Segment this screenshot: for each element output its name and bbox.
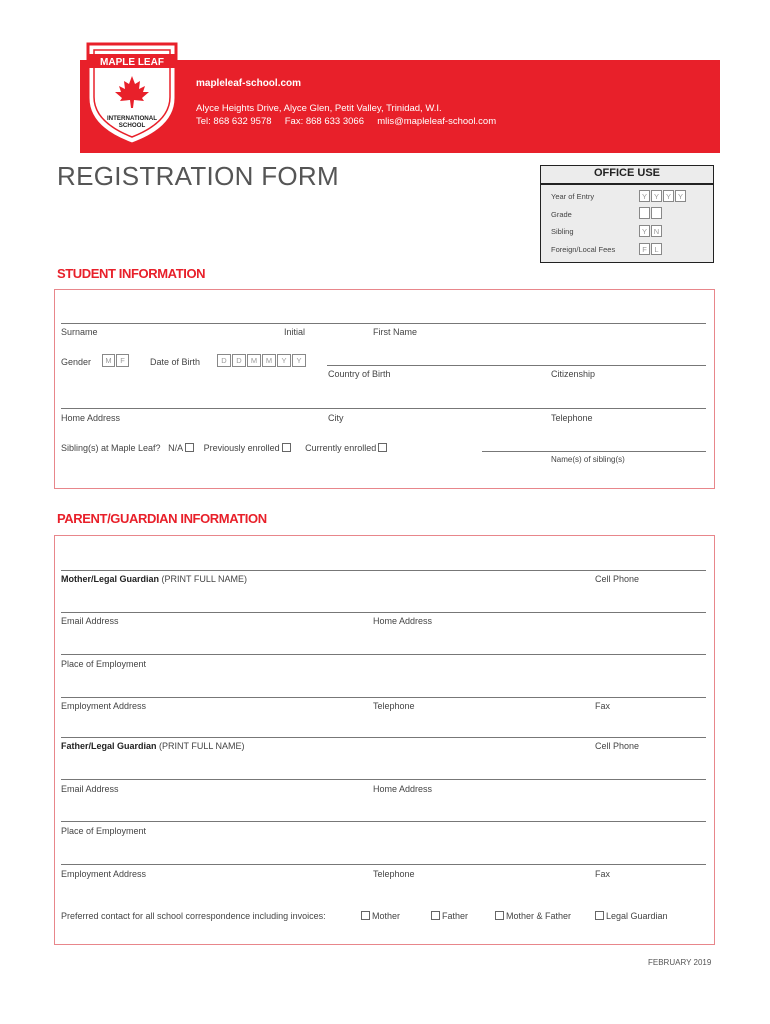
opt-both[interactable] [493,911,571,921]
dob-box[interactable]: Y [292,354,306,367]
city-label: City [328,413,344,423]
grade-boxes[interactable] [639,207,663,219]
sibling-names-label: Name(s) of sibling(s) [551,455,625,464]
school-crest-logo [82,40,182,148]
surname-label: Surname [61,327,98,337]
logo-bottom-line1: INTERNATIONAL [106,115,158,122]
mother-employment-line[interactable] [61,654,706,655]
school-website: mapleleaf-school.com [196,78,302,89]
birth-citizenship-line[interactable] [327,365,706,366]
opt-legal-label: Legal Guardian [606,911,668,921]
fees-box[interactable]: F [639,243,650,255]
fees-boxes[interactable] [639,243,663,255]
mother-checkbox[interactable] [361,911,370,920]
na-label: N/A [168,443,184,453]
student-info-heading: STUDENT INFORMATION [57,266,206,281]
dob-box[interactable]: M [247,354,261,367]
country-of-birth-label: Country of Birth [328,369,391,379]
curr-enrolled-label: Currently enrolled [305,443,377,453]
year-of-entry-label: Year of Entry [551,192,595,201]
mother-home-address-label: Home Address [373,616,433,626]
fees-box[interactable]: L [651,243,662,255]
father-name-line[interactable] [61,737,706,738]
sibling-names-line[interactable] [482,451,706,452]
father-home-address-label: Home Address [373,784,433,794]
mother-label-bold: Mother/Legal Guardian [61,574,160,584]
parent-info-heading: PARENT/GUARDIAN INFORMATION [57,511,267,526]
opt-mother[interactable] [359,911,400,921]
father-email-label: Email Address [61,784,119,794]
school-email: mlis@mapleleaf-school.com [377,116,497,127]
dob-box[interactable]: Y [277,354,291,367]
opt-both-label: Mother & Father [506,911,572,921]
curr-enrolled-checkbox[interactable] [378,443,387,452]
opt-mother-label: Mother [372,911,401,921]
dob-box[interactable]: D [232,354,246,367]
fees-label: Foreign/Local Fees [551,245,616,254]
father-fax-label: Fax [595,869,611,879]
office-use-title: OFFICE USE [593,167,660,179]
dob-boxes[interactable] [217,354,307,367]
mother-employment-label: Place of Employment [61,659,147,669]
sibling-boxes[interactable] [639,225,663,237]
mother-emp-address-label: Employment Address [61,701,147,711]
mother-email-label: Email Address [61,616,119,626]
logo-bottom-line2: SCHOOL [118,122,146,129]
grade-label: Grade [551,210,572,219]
home-address-label: Home Address [61,413,121,423]
father-print-note: (PRINT FULL NAME) [156,741,245,751]
legal-checkbox[interactable] [595,911,604,920]
dob-box[interactable]: D [217,354,231,367]
opt-father[interactable] [429,911,468,921]
year-of-entry-boxes[interactable] [639,190,687,202]
prev-enrolled-label: Previously enrolled [203,443,280,453]
siblings-question [61,443,389,453]
father-telephone-label: Telephone [373,869,415,879]
logo-top-text: MAPLE LEAF [100,57,164,68]
parent-info-panel [54,535,715,945]
opt-father-label: Father [442,911,469,921]
mother-fax-label: Fax [595,701,611,711]
mother-cell-label: Cell Phone [595,574,640,584]
mother-email-line[interactable] [61,612,706,613]
mother-telephone-label: Telephone [373,701,415,711]
siblings-question-text: Sibling(s) at Maple Leaf? [61,443,161,453]
year-box[interactable]: Y [663,190,674,202]
form-title: REGISTRATION FORM [57,161,339,191]
year-box[interactable]: Y [639,190,650,202]
father-employment-label: Place of Employment [61,826,147,836]
father-emp-address-line[interactable] [61,864,706,865]
father-cell-label: Cell Phone [595,741,640,751]
gender-boxes[interactable] [102,354,130,367]
father-email-line[interactable] [61,779,706,780]
gender-box[interactable]: M [102,354,115,367]
mother-name-label [61,574,247,584]
first-name-label: First Name [373,327,418,337]
telephone-label: Telephone [551,413,593,423]
name-line[interactable] [61,323,706,324]
sibling-box[interactable]: Y [639,225,650,237]
year-box[interactable]: Y [651,190,662,202]
mother-print-note: (PRINT FULL NAME) [159,574,248,584]
dob-label: Date of Birth [150,357,201,367]
year-box[interactable]: Y [675,190,686,202]
school-tel: Tel: 868 632 9578 [196,116,272,127]
prev-enrolled-checkbox[interactable] [282,443,291,452]
school-address: Alyce Heights Drive, Alyce Glen, Petit Valley, Trinidad, W.I. [196,103,442,114]
initial-label: Initial [284,327,306,337]
sibling-label: Sibling [551,227,574,236]
mother-name-line[interactable] [61,570,706,571]
footer-date: FEBRUARY 2019 [648,958,712,967]
grade-box[interactable] [639,207,650,219]
dob-box[interactable]: M [262,354,276,367]
na-checkbox[interactable] [185,443,194,452]
father-label-bold: Father/Legal Guardian [61,741,157,751]
school-fax: Fax: 868 633 3066 [284,116,364,127]
mother-emp-address-line[interactable] [61,697,706,698]
father-employment-line[interactable] [61,821,706,822]
school-contact [196,114,496,129]
citizenship-label: Citizenship [551,369,596,379]
office-use-divider [541,183,713,185]
both-checkbox[interactable] [495,911,504,920]
father-name-label [61,741,245,751]
address-line[interactable] [61,408,706,409]
opt-legal[interactable] [593,911,668,921]
preferred-contact-label: Preferred contact for all school correspondence including invoices: [61,911,326,921]
father-checkbox[interactable] [431,911,440,920]
grade-box[interactable] [651,207,662,219]
father-emp-address-label: Employment Address [61,869,147,879]
sibling-box[interactable]: N [651,225,662,237]
gender-box[interactable]: F [116,354,129,367]
gender-label: Gender [61,357,92,367]
